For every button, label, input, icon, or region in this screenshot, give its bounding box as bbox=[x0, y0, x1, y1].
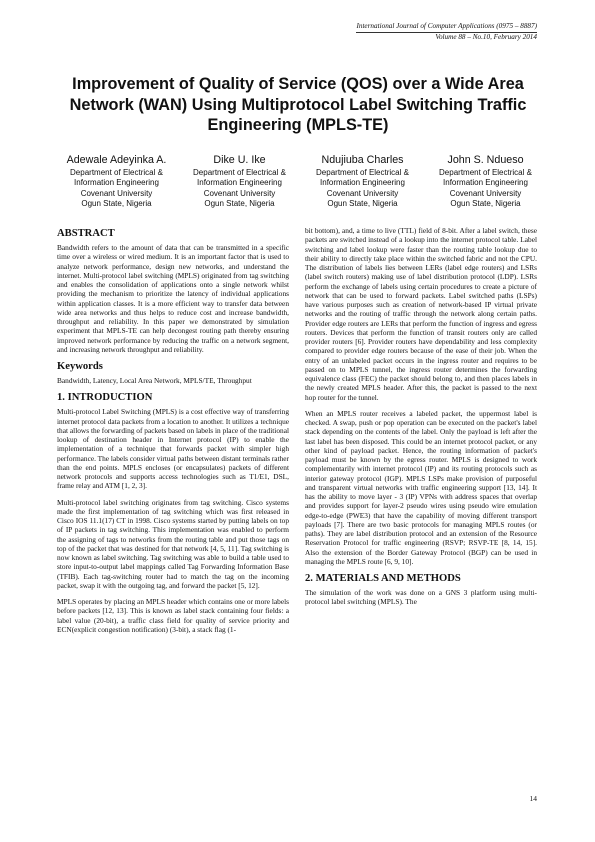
keywords-heading: Keywords bbox=[57, 361, 103, 372]
right-column bbox=[305, 226, 537, 614]
author-location: Ogun State, Nigeria bbox=[204, 199, 275, 208]
journal-header bbox=[356, 22, 537, 42]
author-location: Ogun State, Nigeria bbox=[327, 199, 398, 208]
author-dept: Department of Electrical & bbox=[316, 167, 409, 177]
body-paragraph: The simulation of the work was done on a GNS 3 platform using multi-protocol label switching (MPLS). The bbox=[305, 588, 537, 607]
author-dept: Department of Electrical & bbox=[70, 167, 163, 177]
introduction-heading: 1. INTRODUCTION bbox=[57, 392, 153, 404]
author-block bbox=[301, 154, 424, 210]
methods-heading: 2. MATERIALS AND METHODS bbox=[305, 573, 461, 584]
author-university: Covenant University bbox=[449, 188, 522, 198]
author-name: Adewale Adeyinka A. bbox=[66, 154, 167, 166]
body-paragraph: MPLS operates by placing an MPLS header which contains one or more labels before packets [12, 13]. This is known as label stack containing four fields: a label value (20-bit), a traffic class field for quality of service priority and ECN(explicit congestion notification) (3-bit), a stack flag (1- bbox=[57, 597, 289, 634]
keywords-text: Bandwidth, Latency, Local Area Network, MPLS/TE, Throughput bbox=[57, 376, 252, 385]
body-paragraph: Multi-protocol label switching originates from tag switching. Cisco systems made the first implementation of tag switching which was first released in Cisco IOS 11.1(17) CT in 1998. Cisco systems started by putting labels on top of IP packets in tag switching. This implementation was enabled to perform the assigning of tags to networks from the routing table and put those tags on top of the packet that was destined for that network [4, 5, 11]. Tag switching is now known as label switching. Tag switching was able to build a table used to store input-to-output label mappings called Tag Forwarding Information Base (TFIB). Each tag-switching router had to match the tag on the incoming packet, swap it with the outgoing tag, and forward the packet [5, 12]. bbox=[57, 497, 289, 590]
author-name: Dike U. Ike bbox=[213, 154, 266, 166]
body-paragraph: Multi-protocol Label Switching (MPLS) is a cost effective way of transferring internet protocol data packets from a location to another. It utilizes a technique that allows the forwarding of packets based on labels in place of the traditional lookup of destination header in Internet protocol (IP) to enable the implementation of a technique that forwards packet with simpler high performance. The labels consider virtual paths between distant terminals rather than the end points. MPLS encloses (or encapsulates) packets of different network protocols and supports access technologies such as T1/E1, DSL, frame relay and ATM [1, 2, 3]. bbox=[57, 407, 289, 491]
abstract-text: Bandwidth refers to the amount of data that can be transmitted in a specific time over a wireless or wired medium. It is an important factor that is used to analyze network performance, design new networks, and understand the internet. Multi-protocol label switching (MPLS) originated from tag switching and enables the consolidation of applications onto a single network whilst providing the mechanism to prioritize the latency of individual applications within application classes. It is a more efficient way to transfer data between wide area networks and thus helps to reduce cost and increase bandwidth, throughput and reliability. In this paper we demonstrated by simulation experiment that MPLS-TE can help decongest routing path thereby ensuring improved network performance by reducing the traffic on a network segment, and increasing network throughput and reliability. bbox=[57, 243, 289, 354]
author-block bbox=[424, 154, 547, 210]
author-list bbox=[55, 154, 547, 210]
author-location: Ogun State, Nigeria bbox=[450, 199, 521, 208]
author-block bbox=[178, 154, 301, 210]
page-number: 14 bbox=[529, 794, 537, 803]
author-university: Covenant University bbox=[203, 188, 276, 198]
author-university: Covenant University bbox=[326, 188, 399, 198]
author-block bbox=[55, 154, 178, 210]
journal-volume: Volume 88 – No.10, February 2014 bbox=[435, 33, 537, 41]
body-paragraph: bit bottom), and, a time to live (TTL) field of 8-bit. After a label switch, these packets are switched instead of a lookup into the internet protocol table. Label switching and label lookup were faster than the routing table lookup due to their ability to directly take place within the switched fabric and not the CPU. The distribution of labels lies between LERs (label edge routers) and LSRs (label switch routers) making use of label distribution protocol (LDP). LSRs perform the exchange of labels using certain procedures to create a picture of network that can be used to forward packets. Label switched paths (LSPs) have various purposes such as creation of network-based IP virtual private networks and the routing of traffic through the network along certain paths. Provider edge routers are LERs that perform the function of ingress and egress routers. Devices that perform the function of transit routers only are called provider routers [6]. Provider routers have dependability and less complexity compared to provider edge routers because of the ease of their job. When the entry of an unlabeled packet occurs in the ingress router and requires to be passed on to MPLS tunnel, the ingress router determines the forwarding equivalence class (FEC) the packet should belong to, and then places labels in the newly created MPLS header. After this, the packet is passed to the next hop router for the tunnel. bbox=[305, 226, 537, 402]
abstract-heading: ABSTRACT bbox=[57, 228, 115, 239]
author-dept: Information Engineering bbox=[320, 178, 405, 187]
author-university: Covenant University bbox=[80, 188, 153, 198]
body-paragraph: When an MPLS router receives a labeled packet, the uppermost label is checked. A swap, push or pop operation can be executed on the packet's label stack depending on the contents of the label. Only the payload is left after the last label has been disposed. This could be an internet protocol packet, or any other kind of payload packet. Hence, the routing information of packet's payload must be known by the egress router. MPLS is designed to work complementarily with internet protocol (IP) and its routing protocols such as interior gateway protocol (IGP). MPLS LSPs make provision of purposeful and transparent virtual networks with traffic engineering support [13, 14]. It has the ability to move layer - 3 (IP) VPNs with address spaces that overlap and provides support for layer-2 pseudo wires using pseudo wire emulation edge-to-edge (PWE3) that have the capability of moving different transport payloads [7]. There are two basic protocols for managing MPLS routes (or paths). They are label distribution protocol and an extension of the Resource Reservation Protocol for traffic engineering (RSVP; RSVP-TE [8, 14, 15]. Also the extension of the Border Gateway Protocol (BGP) can be used in managing the MPLS route [6, 9, 10]. bbox=[305, 408, 537, 566]
author-dept: Information Engineering bbox=[443, 178, 528, 187]
author-dept: Information Engineering bbox=[74, 178, 159, 187]
journal-name: International Journal of Computer Applications (0975 – 8887) bbox=[356, 22, 537, 33]
paper-title: Improvement of Quality of Service (QOS) over a Wide Area Network (WAN) Using Multiprotocol Label Switching Traffic Engineering (MPLS-TE) bbox=[69, 75, 527, 134]
author-dept: Department of Electrical & bbox=[193, 167, 286, 177]
author-name: Ndujiuba Charles bbox=[321, 154, 404, 166]
author-name: John S. Ndueso bbox=[447, 154, 524, 166]
author-location: Ogun State, Nigeria bbox=[81, 199, 152, 208]
left-column bbox=[57, 228, 289, 641]
author-dept: Department of Electrical & bbox=[439, 167, 532, 177]
author-dept: Information Engineering bbox=[197, 178, 282, 187]
